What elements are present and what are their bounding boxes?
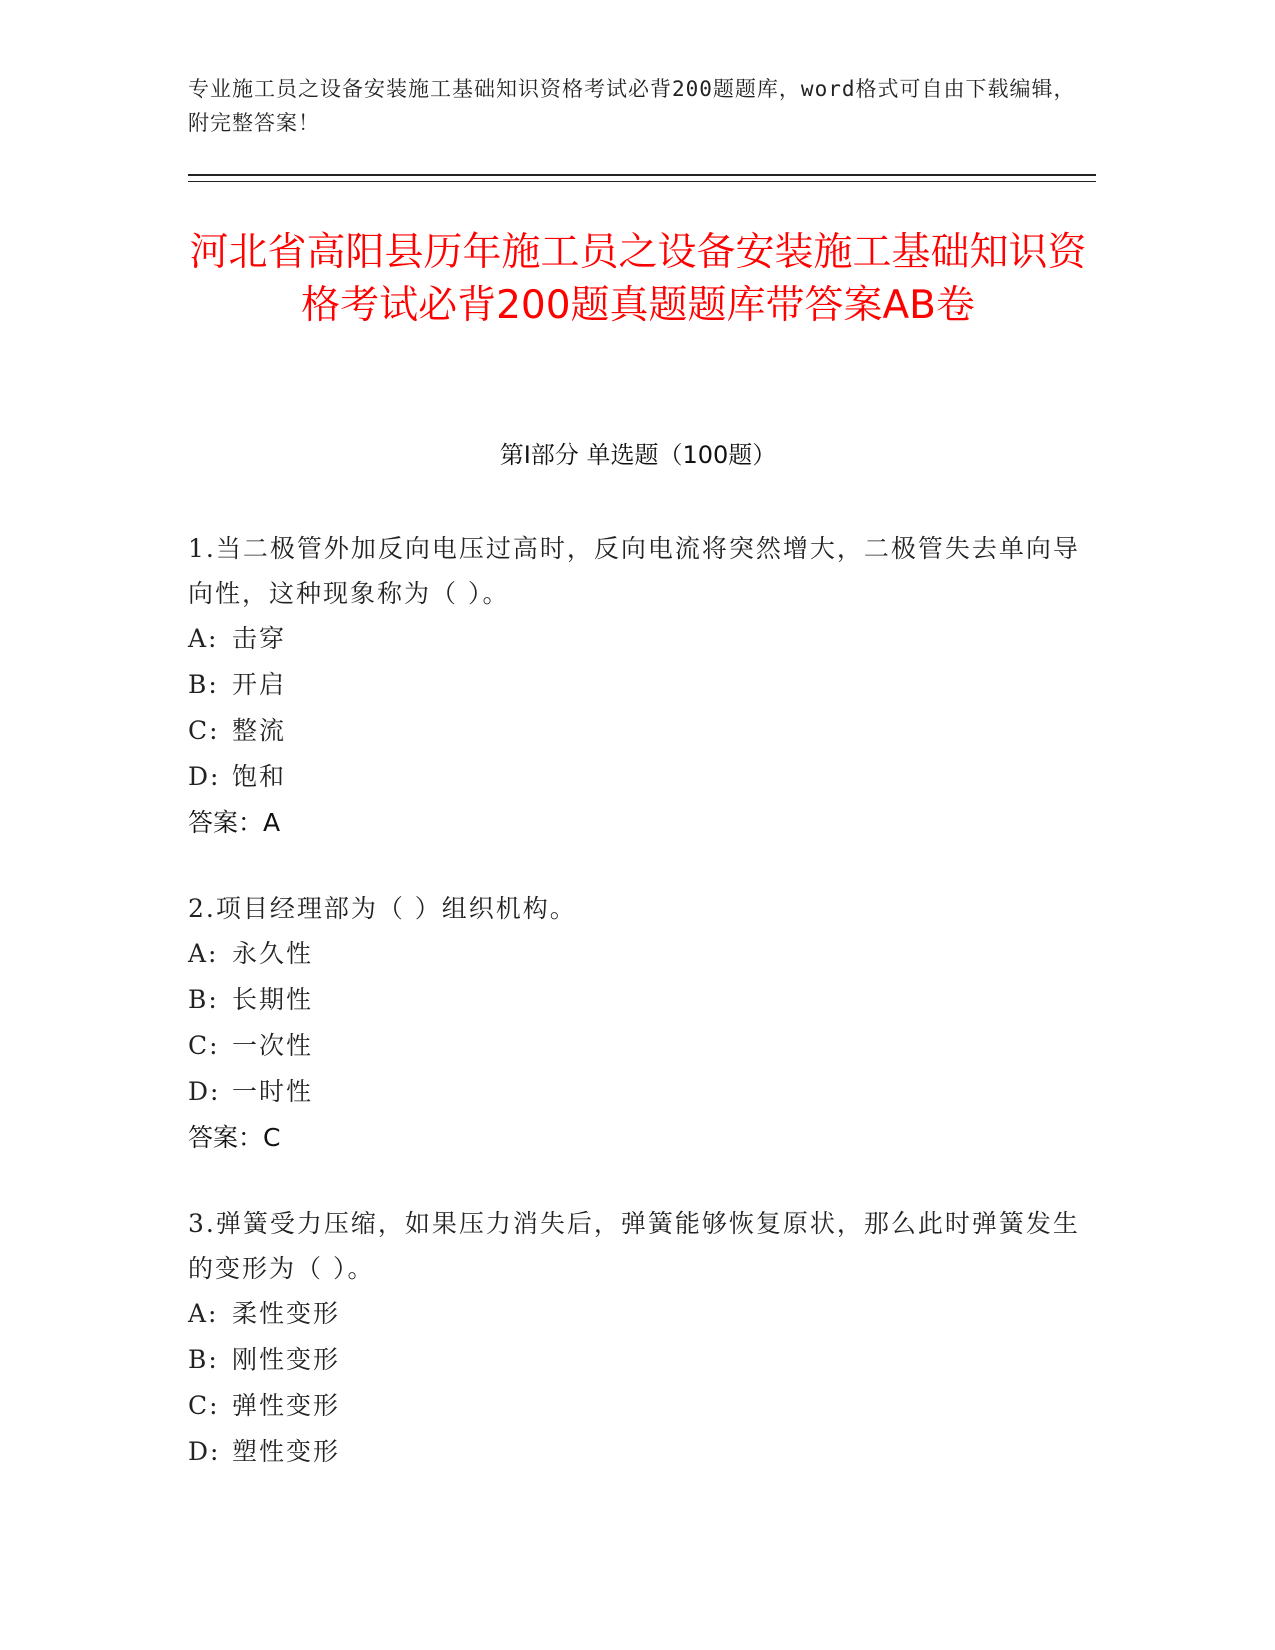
- option-d: [188, 754, 1088, 800]
- question-list: [188, 526, 1088, 1515]
- option-text: 一时性: [232, 1077, 314, 1106]
- option-a: [188, 1291, 1088, 1337]
- option-text: 刚性变形: [232, 1345, 341, 1374]
- question-3: [188, 1201, 1088, 1475]
- option-key: D:: [188, 1437, 221, 1466]
- option-d: [188, 1429, 1088, 1475]
- section-title: 第Ⅰ部分 单选题（100题）: [499, 441, 777, 469]
- option-c: [188, 708, 1088, 754]
- option-text: 饱和: [232, 762, 287, 791]
- question-stem: 1.当二极管外加反向电压过高时，反向电流将突然增大，二极管失去单向导向性，这种现象称为（ ）。: [188, 534, 1080, 608]
- option-key: C:: [188, 1031, 220, 1060]
- document-title: 河北省高阳县历年施工员之设备安装施工基础知识资格考试必背200题真题题库带答案AB卷: [189, 230, 1087, 328]
- question-2: [188, 886, 1088, 1161]
- question-stem: 2.项目经理部为（ ）组织机构。: [188, 894, 577, 923]
- question-stem: 3.弹簧受力压缩，如果压力消失后，弹簧能够恢复原状，那么此时弹簧发生的变形为（ ）。: [188, 1209, 1080, 1283]
- option-text: 塑性变形: [232, 1437, 341, 1466]
- option-b: [188, 977, 1088, 1023]
- option-key: B:: [188, 670, 219, 699]
- header-divider-thick: [188, 174, 1096, 176]
- option-key: B:: [188, 1345, 219, 1374]
- option-text: 弹性变形: [232, 1391, 341, 1420]
- option-key: B:: [188, 985, 219, 1014]
- option-text: 柔性变形: [232, 1299, 341, 1328]
- option-a: [188, 931, 1088, 977]
- option-key: C:: [188, 1391, 220, 1420]
- question-1: [188, 526, 1088, 846]
- option-c: [188, 1023, 1088, 1069]
- header-divider-thin: [188, 181, 1096, 182]
- header-note: 专业施工员之设备安装施工基础知识资格考试必背200题题库，word格式可自由下载编辑，附完整答案！: [188, 77, 1076, 135]
- option-d: [188, 1069, 1088, 1115]
- option-key: A:: [188, 624, 219, 653]
- answer-line: 答案：C: [188, 1123, 281, 1152]
- option-text: 长期性: [232, 985, 314, 1014]
- option-key: A:: [188, 939, 219, 968]
- option-key: D:: [188, 1077, 221, 1106]
- option-key: A:: [188, 1299, 219, 1328]
- option-text: 开启: [232, 670, 287, 699]
- option-a: [188, 616, 1088, 662]
- option-key: C:: [188, 716, 220, 745]
- option-b: [188, 1337, 1088, 1383]
- option-text: 永久性: [232, 939, 314, 968]
- option-text: 击穿: [232, 624, 287, 653]
- option-c: [188, 1383, 1088, 1429]
- option-key: D:: [188, 762, 221, 791]
- option-text: 整流: [232, 716, 287, 745]
- option-text: 一次性: [232, 1031, 314, 1060]
- option-b: [188, 662, 1088, 708]
- answer-line: 答案：A: [188, 808, 281, 837]
